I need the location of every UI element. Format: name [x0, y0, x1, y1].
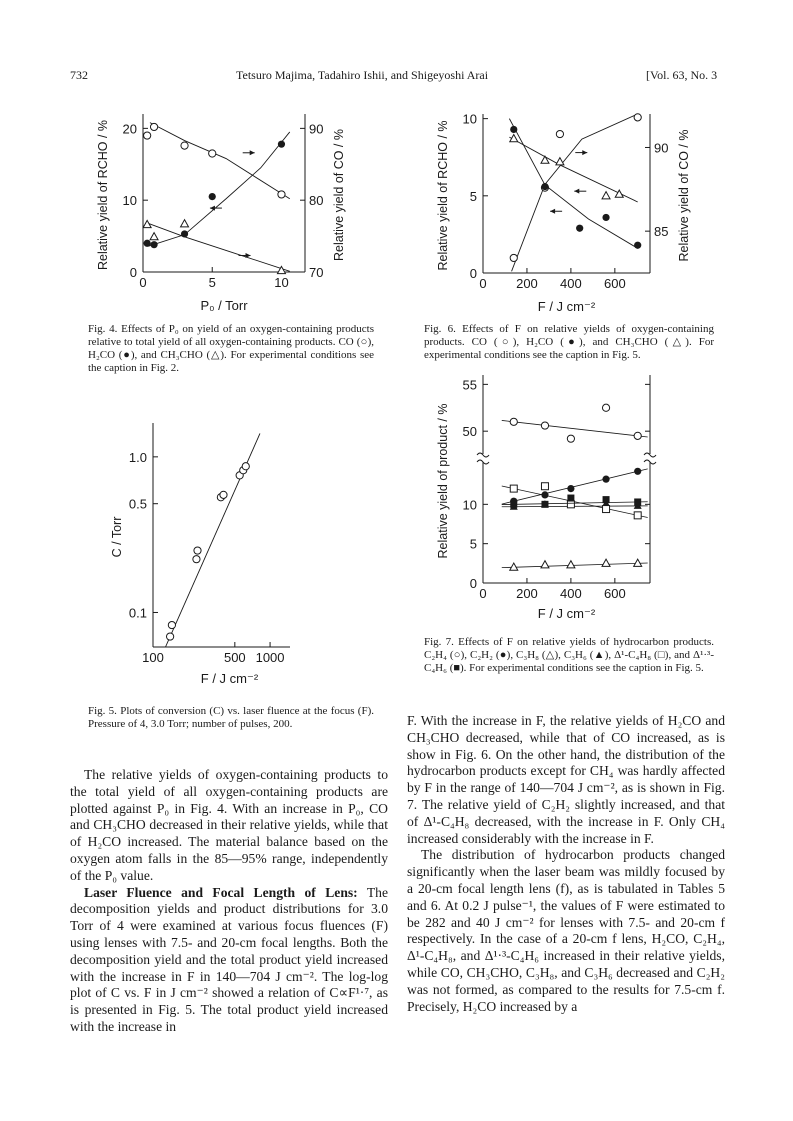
fig4-y-tick-label: 10 [122, 193, 137, 209]
fig7-c2h2-point [567, 485, 574, 492]
fig6-y-tick-label: 5 [469, 188, 477, 204]
fig5-caption: Fig. 5. Plots of conversion (C) vs. laser fluence at the focus (F). Pressure of 4, 3.0 Torr; number of pulses, 200. [88, 705, 374, 730]
fig6-h2co-point [576, 225, 583, 232]
fig4-co-arrow-head [250, 150, 255, 155]
fig4-co-point [144, 132, 151, 139]
paragraph-fluence-cont: F. With the increase in F, the relative yields of H₂CO and CH₃CHO decreased, while that of CO increased, as is show in Fig. 6. On the other hand, the distribution of the hydrocarbon products except for CH₄ was hardly affected by F in the range of 140—704 J cm⁻², as is shown in Fig. 7. The relative yield of C₂H₂ slightly increased, and that of Δ¹-C₄H₈ decreased, with the increase in F. Only CH₄ increased considerably with the increase in F. [407, 713, 725, 846]
fig6-yr-tick-label: 85 [654, 224, 669, 240]
fig7-c4h8-point [634, 512, 641, 519]
paragraph-p0-effect: The relative yields of oxygen-containing products to the total yield of all oxygen-containing products are plotted against P₀ in Fig. 4. With an increase in P₀, CO and CH₃CHO decreased in their relative yields, while that of H₂CO increased. The material balance based on the oxygen atom falls in the 85—95% range, independently of the P₀ value. [70, 767, 388, 883]
fig4-ch3cho-point [181, 220, 189, 227]
fig6-x-tick-label: 600 [603, 276, 626, 291]
fig6-caption: Fig. 6. Effects of F on relative yields of oxygen-containing products. CO (○), H₂CO (●), and CH₃CHO (△). For experimental conditions see the caption in Fig. 5. [424, 323, 714, 361]
fig7-c2h4-point [567, 435, 574, 442]
fig7-c4h8-point [541, 483, 548, 490]
fig4-y-tick-label: 20 [122, 121, 137, 137]
fig7-c2h4-point [541, 422, 548, 429]
fig4-y-axis-label: Relative yield of RCHO / % [96, 119, 110, 271]
fig4-co-point [150, 123, 157, 130]
journal-volume: [Vol. 63, No. 3 [646, 68, 718, 82]
fig6-x-tick-label: 200 [516, 276, 538, 291]
fig7-c4h8-line [502, 486, 648, 517]
fig7-caption: Fig. 7. Effects of F on relative yields of hydrocarbon products. C₂H₄ (○), C₂H₂ (●), C₃H₈ (△), C₃H₆ (▲), Δ¹-C₄H₈ (□), and Δ¹·³-C₄H₆ (■). For experimental conditions see the caption in Fig. 5. [424, 636, 714, 674]
fig7-c3h6-point [634, 502, 642, 509]
fig7-c4h8-point [603, 506, 610, 513]
fig5-data-point [236, 472, 243, 479]
fig7-x-tick-label: 200 [516, 586, 538, 601]
fig6-h2co-point [602, 214, 609, 221]
paragraph-focal-length: The distribution of hydrocarbon products changed significantly when the laser beam was mildly focused by a 20-cm focal length lens (f), as is tabulated in Tables 5 and 6. At 0.2 J pulse⁻¹, the values of F were estimated to be 282 and 40 J cm⁻² for lenses with 7.5- and 20-cm f respectively. In the case of a 20-cm f lens, H₂CO, C₂H₄, Δ¹-C₄H₈, and Δ¹·³-C₄H₆ increased in their relative yields, while CO, CH₃CHO, C₃H₈, and C₃H₆ decreased and C₂H₂ was not formed, as compared to the results for 7.5-cm f. Precisely, H₂CO increased by a [407, 847, 725, 1014]
fig7-c3h8-point [510, 563, 518, 570]
fig6-co-point [541, 184, 548, 191]
fig6-ch3cho-point [602, 192, 610, 199]
fig7-y-tick-label: 0 [469, 576, 477, 591]
fig4-x-tick-label: 0 [139, 275, 147, 290]
paragraph-fluence [70, 885, 388, 1036]
fig6-y-axis-label: Relative yield of RCHO / % [436, 120, 450, 271]
fig4-caption: Fig. 4. Effects of P₀ on yield of an oxygen-containing products relative to total yield of all oxygen-containing products. CO (○), H₂CO (●), and CH₃CHO (△). For experimental conditions see the caption in Fig. 2. [88, 323, 374, 374]
fig5-data-point [217, 494, 224, 501]
fig4-x-tick-label: 5 [208, 275, 216, 290]
page-number: 732 [70, 68, 88, 82]
fig7-c4h6-line [502, 502, 648, 505]
fig6-h2co-point [541, 183, 548, 190]
fig6-ch3cho-point [556, 158, 564, 165]
fig7-c3h6-line [502, 506, 648, 507]
fig7-c2h2-point [510, 498, 517, 505]
fig5-x-tick-label: 500 [223, 650, 246, 665]
fig5-x-tick-label: 100 [142, 650, 164, 665]
fig7-c2h4-point [602, 404, 609, 411]
fig5-data-point [193, 556, 200, 563]
fig7-break-left-a [477, 453, 489, 457]
fig7-y-tick-label: 50 [462, 424, 477, 440]
fig7-c4h8-point [567, 501, 574, 508]
fig7-c4h8-point [510, 485, 517, 492]
fig7-c2h2-line [502, 469, 648, 504]
fig5-fit-line [166, 433, 260, 646]
fig6-y-tick-label: 0 [469, 266, 477, 281]
fig7-break-right-b [644, 460, 656, 464]
fig6-ch3cho-curve [509, 137, 637, 202]
fig7-c4h6-point [603, 496, 610, 503]
fig7-c4h6-point [567, 495, 574, 502]
fig5-y-tick-label: 1.0 [128, 449, 147, 465]
fig4-yr-tick-label: 90 [309, 121, 324, 137]
fig5-data-point [240, 467, 247, 474]
section-heading: Laser Fluence and Focal Length of Lens: [84, 884, 358, 900]
fig7-x-axis-label: F / J cm⁻² [537, 606, 596, 621]
fig7-y-axis-label: Relative yield of product / % [436, 403, 450, 559]
fig5-data-point [220, 491, 227, 498]
fig6-co-point [556, 130, 563, 137]
fig7-y-tick-label: 5 [469, 536, 477, 552]
fig7-c4h6-point [541, 501, 548, 508]
fig4-x-axis-label: P₀ / Torr [200, 298, 248, 313]
fig4-yr-tick-label: 80 [309, 193, 324, 209]
fig4-h2co-point [278, 141, 285, 148]
fig4-h2co-point [144, 240, 151, 247]
fig7-c3h8-point [602, 559, 610, 566]
fig6-h2co-point [634, 242, 641, 249]
fig4-h2co-point [150, 241, 157, 248]
fig4-y-tick-label: 0 [129, 265, 137, 280]
fig6-h2co-point [510, 126, 517, 133]
fig5-x-tick-label: 1000 [255, 650, 285, 665]
fig6-co-point [510, 254, 517, 261]
fig7-y-tick-label: 10 [462, 497, 477, 513]
fig5-y-axis-label: C / Torr [110, 516, 124, 558]
fig6-ch3cho-point [615, 190, 623, 197]
fig4-co-point [209, 150, 216, 157]
fig5-y-tick-label: 0.1 [128, 605, 147, 621]
fig6-x-axis-label: F / J cm⁻² [537, 299, 596, 314]
fig6-ch3cho-point [510, 134, 518, 141]
fig7-y-tick-label: 55 [462, 377, 477, 393]
fig5-y-tick-label: 0.5 [128, 496, 147, 512]
fig7-c2h4-point [634, 432, 641, 439]
fig6-y-tick-label: 10 [462, 111, 477, 127]
fig7-c4h6-point [634, 498, 641, 505]
fig6-co-arrow-head [582, 150, 587, 155]
fig7-c2h2-point [634, 468, 641, 475]
fig6-x-tick-label: 400 [560, 276, 582, 291]
fig7-c3h6-point [541, 500, 549, 507]
left-column [70, 767, 388, 1036]
fig7-x-tick-label: 0 [479, 586, 487, 601]
fig4-yr-tick-label: 70 [309, 265, 324, 280]
fig4-co-point [278, 191, 285, 198]
fig4-ch3cho-point [277, 266, 285, 273]
fig6-ch3cho-point [541, 156, 549, 163]
fig7-break-right-a [644, 453, 656, 457]
fig4-co-point [181, 142, 188, 149]
fig7-c3h8-point [541, 561, 549, 568]
fig7-c3h6-point [567, 499, 575, 506]
fig5-data-point [168, 621, 175, 628]
fig6-yr-tick-label: 90 [654, 140, 669, 156]
fig7-x-tick-label: 600 [603, 586, 626, 601]
fig6-yr-axis-label: Relative yield of CO / % [677, 129, 691, 262]
fig7-c3h8-point [567, 561, 575, 568]
paragraph-fluence-text: The decomposition yields and product distributions for 3.0 Torr of 4 were examined at various focus fluences (F) using lenses with 7.5- and 20-cm focal lengths. Both the decomposition yield and the total product yield increased with the increase in F in 140—704 J cm⁻². The log-log plot of C vs. F in J cm⁻² showed a relation of C∝F¹·⁷, as is presented in Fig. 5. The total product yield increased with the increase in [70, 884, 388, 1034]
fig4-h2co-arrow-head [210, 206, 215, 211]
fig6-x-tick-label: 0 [479, 276, 487, 291]
fig4-co-curve [150, 123, 290, 199]
fig7-c3h6-point [510, 502, 518, 509]
fig4-ch3cho-arrow-head [246, 253, 251, 258]
fig7-c2h4-line [502, 420, 648, 437]
fig6-h2co-curve [509, 119, 637, 249]
fig4-h2co-curve [149, 132, 290, 246]
fig4-h2co-point [181, 230, 188, 237]
fig5-x-axis-label: F / J cm⁻² [200, 671, 259, 686]
fig7-c2h2-point [602, 476, 609, 483]
fig4-h2co-point [209, 193, 216, 200]
fig7-x-tick-label: 400 [560, 586, 582, 601]
fig4-ch3cho-point [143, 220, 151, 227]
fig6-co-curve [512, 114, 638, 271]
fig6-ch3cho-arrow-head [574, 189, 579, 194]
fig5-data-point [242, 463, 249, 470]
right-column [407, 713, 725, 1015]
fig4-ch3cho-curve [146, 222, 290, 271]
fig7-c3h8-line [502, 563, 648, 568]
fig6-co-point [634, 114, 641, 121]
fig4-x-tick-label: 10 [274, 275, 289, 290]
fig6-h2co-arrow-head [550, 209, 555, 214]
fig7-c3h6-point [602, 499, 610, 506]
fig7-c2h4-point [510, 418, 517, 425]
fig5-data-point [167, 633, 174, 640]
fig7-c3h8-point [634, 559, 642, 566]
fig4-yr-axis-label: Relative yield of CO / % [332, 129, 346, 261]
fig4-ch3cho-point [150, 233, 158, 240]
fig7-c2h2-point [541, 491, 548, 498]
fig7-break-left-b [477, 460, 489, 464]
fig7-c4h6-point [510, 501, 517, 508]
fig5-data-point [194, 547, 201, 554]
running-authors: Tetsuro Majima, Tadahiro Ishii, and Shigeyoshi Arai [236, 68, 489, 82]
